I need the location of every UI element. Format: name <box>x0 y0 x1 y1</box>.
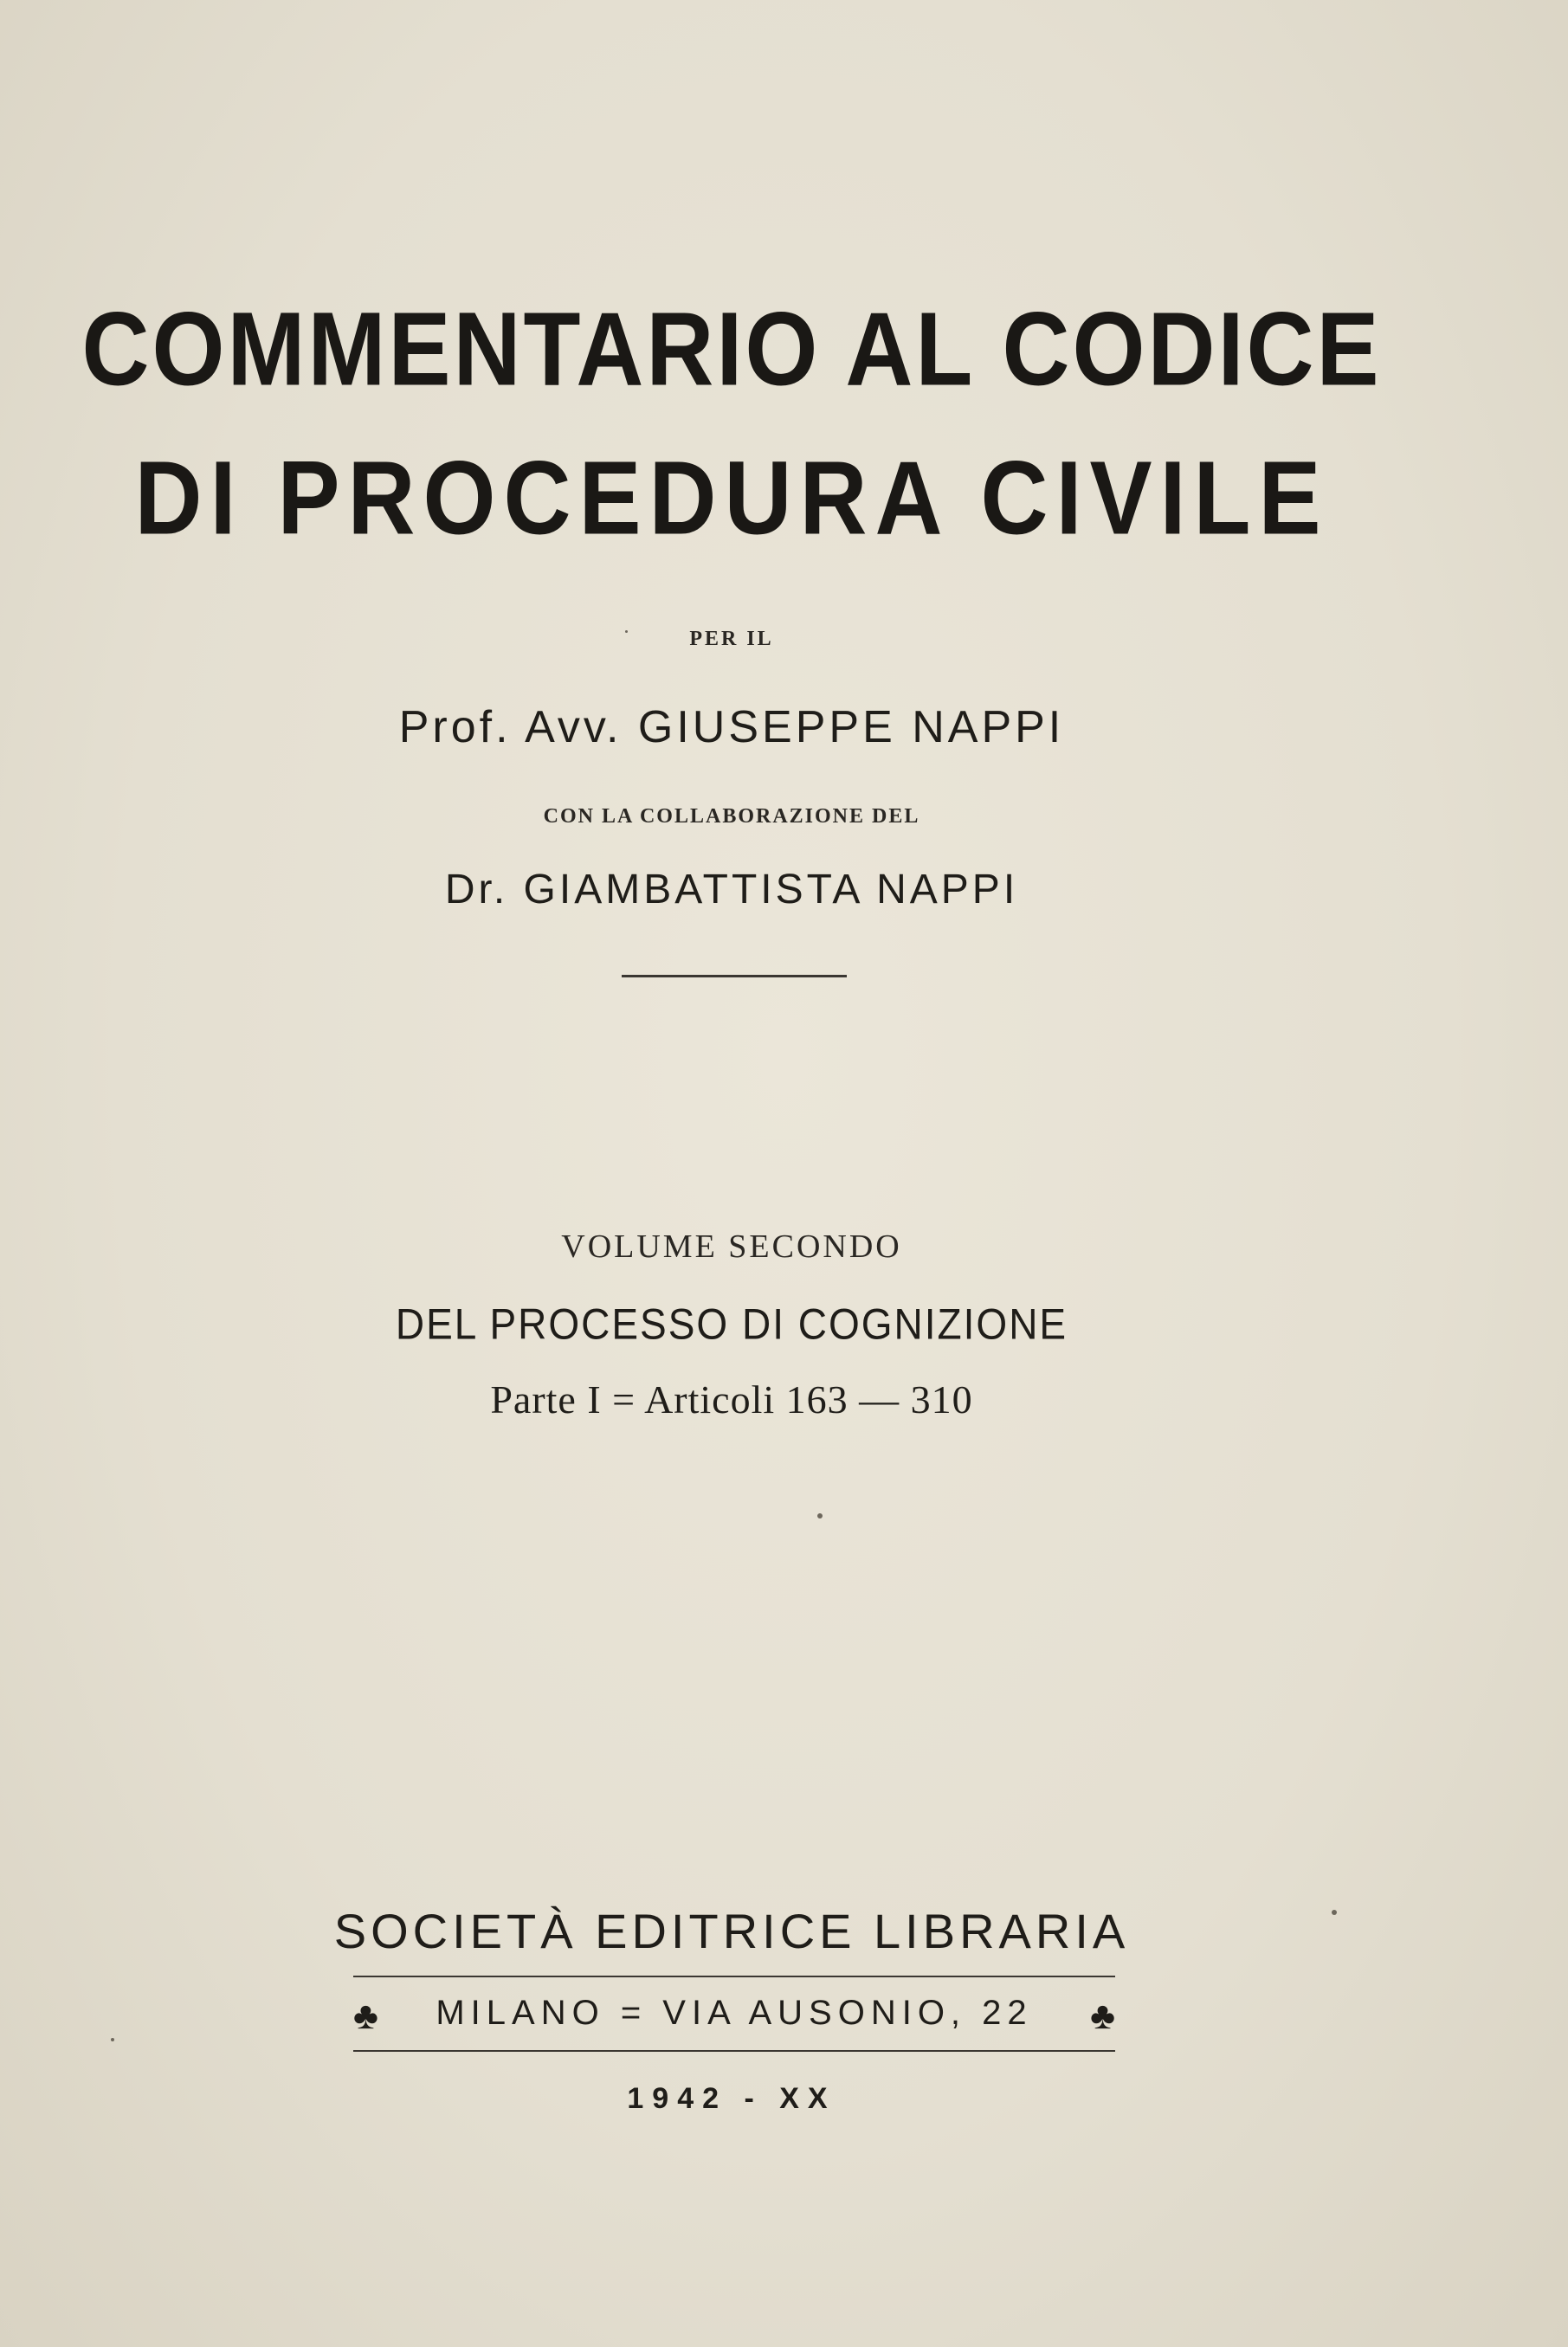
part-articles: Parte I = Articoli 163 — 310 <box>490 1377 973 1422</box>
publisher-address-row <box>353 1994 1115 2042</box>
paper-speck <box>111 2038 114 2041</box>
publisher-address: MILANO = VIA AUSONIO, 22 <box>436 1994 1033 2032</box>
per-il-text: PER IL <box>689 628 774 650</box>
club-ornament-icon: ♣ <box>353 1995 378 2037</box>
section-divider <box>622 975 847 977</box>
secondary-author: Dr. GIAMBATTISTA NAPPI <box>444 867 1019 912</box>
title-line-1: COMMENTARIO AL CODICE <box>81 289 1382 408</box>
primary-author: Prof. Avv. GIUSEPPE NAPPI <box>398 702 1065 752</box>
volume-label: VOLUME SECONDO <box>561 1228 902 1265</box>
paper-speck <box>817 1513 823 1518</box>
publisher-rule-bottom <box>353 2050 1115 2052</box>
paper-speck <box>625 630 628 633</box>
volume-subtitle: DEL PROCESSO DI COGNIZIONE <box>395 1299 1068 1349</box>
publisher-rule-top <box>353 1976 1115 1977</box>
title-line-2: DI PROCEDURA CIVILE <box>134 438 1329 557</box>
paper-speck <box>1332 1910 1337 1915</box>
publisher-name: SOCIETÀ EDITRICE LIBRARIA <box>333 1904 1130 1958</box>
club-ornament-icon: ♣ <box>1090 1995 1115 2037</box>
publication-year: 1942 - XX <box>627 2082 836 2115</box>
collaboration-text: CON LA COLLABORAZIONE DEL <box>543 805 920 828</box>
